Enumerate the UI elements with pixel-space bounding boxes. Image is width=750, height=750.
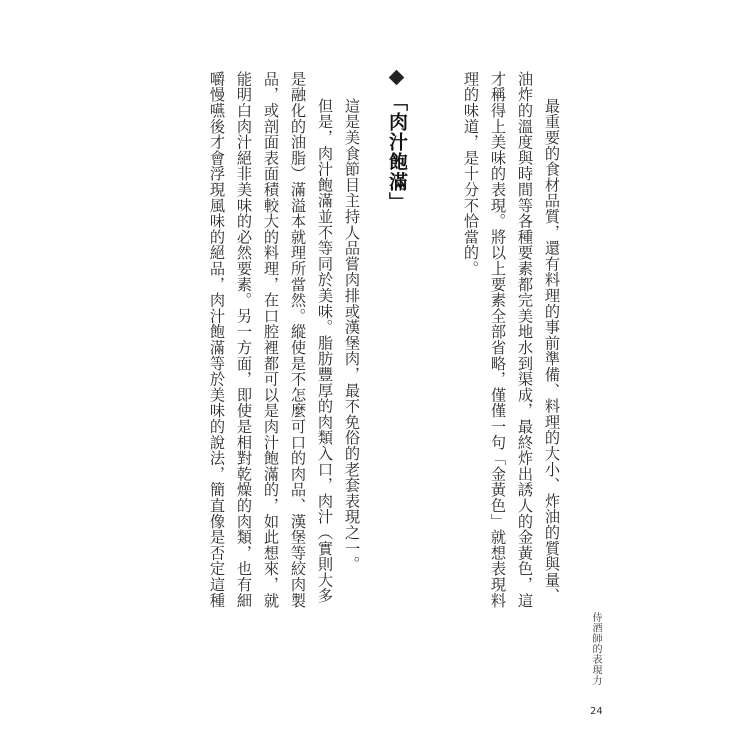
text-column: 才稱得上美味的表現。將以上要素全部省略，僅僅一句「金黃色」就想表現料 [489, 71, 507, 609]
text-column: 這是美食節目主持人品嘗肉排或漢堡肉，最不免俗的老套表現之一。 [343, 98, 361, 572]
text-column: 最重要的食材品質，還有料理的事前準備、料理的大小、炸油的質與量、 [543, 98, 561, 604]
text-column: 能明白肉汁絕非美味的必然要素。另一方面，即使是相對乾燥的肉類，也有細 [235, 71, 253, 609]
text-column: 理的味道，是十分不恰當的。 [462, 71, 480, 277]
diamond-bullet-icon [389, 70, 405, 86]
text-column: 油炸的溫度與時間等各種要素都完美地水到渠成，最終炸出誘人的金黃色，這 [516, 71, 534, 609]
page-number: 24 [590, 706, 603, 717]
section-heading-block [382, 70, 416, 210]
text-column: 品，或剖面表面積較大的料理，在口腔裡都可以是肉汁飽滿的，如此想來，就 [262, 71, 280, 609]
text-column: 但是，肉汁飽滿並不等同於美味。脂肪豐厚的肉類入口，肉汁（實則大多 [316, 98, 334, 604]
running-title: 侍酒師的表現力 [590, 612, 601, 686]
text-column: 嚼慢嚥後才會浮現風味的絕品，肉汁飽滿等於美味的說法，簡直像是否定這種 [208, 71, 226, 609]
text-column: 是融化的油脂）滿溢本就理所當然。縱使是不怎麼可口的肉品、漢堡等絞肉製 [289, 71, 307, 609]
section-heading: 「肉汁飽滿」 [386, 92, 408, 212]
